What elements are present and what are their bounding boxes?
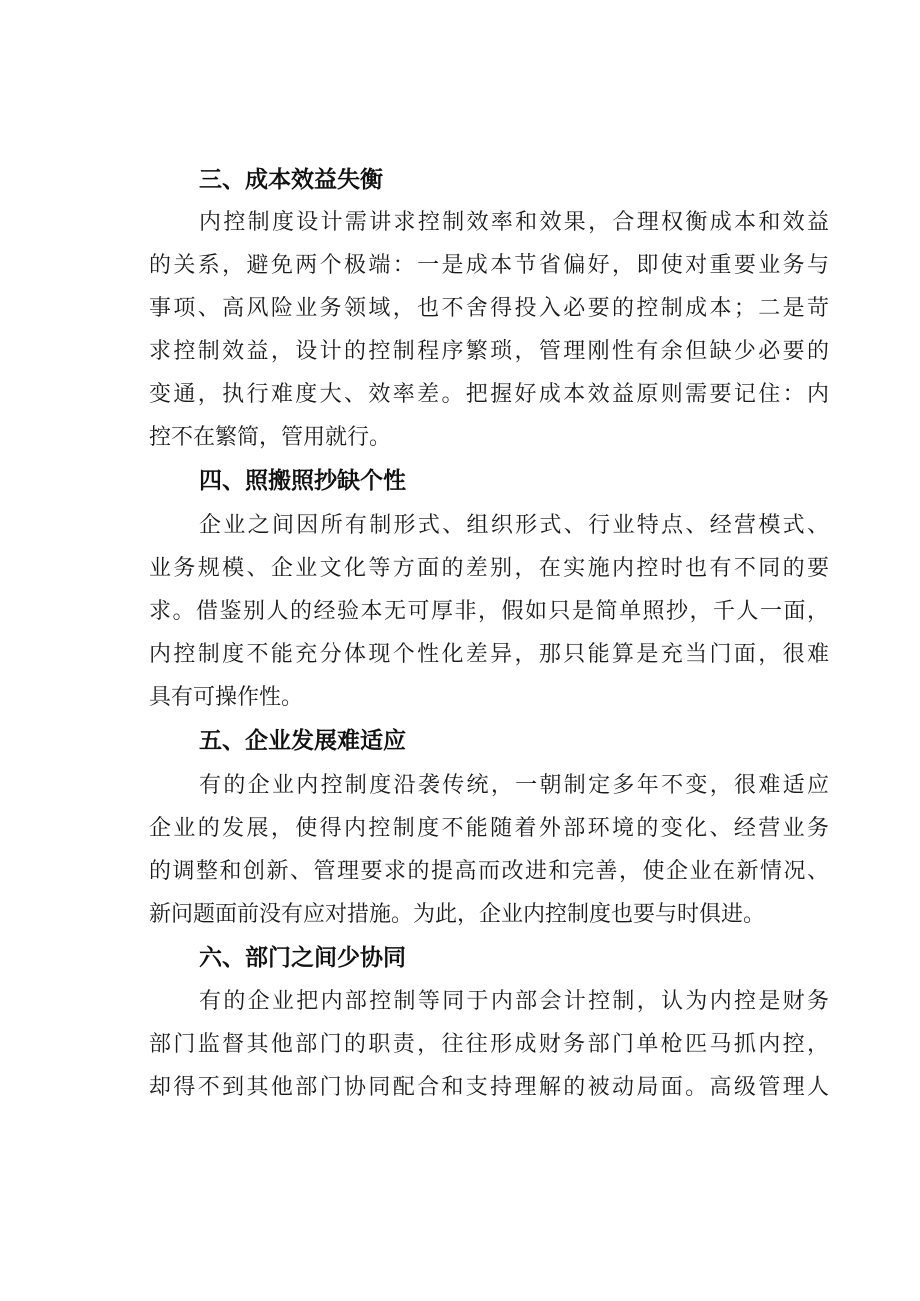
section-heading: 四、照搬照抄缺个性: [199, 468, 406, 494]
paragraph-line: 新问题面前没有应对措施。为此，企业内控制度也要与时俱进。: [149, 902, 766, 927]
paragraph-line: 有的企业把内部控制等同于内部会计控制，认为内控是财务: [199, 989, 829, 1014]
paragraph-line: 求。借鉴别人的经验本无可厚非，假如只是简单照抄，千人一面，: [149, 599, 829, 624]
paragraph-line: 业务规模、企业文化等方面的差别，在实施内控时也有不同的要: [149, 556, 829, 581]
paragraph-line: 却得不到其他部门协同配合和支持理解的被动局面。高级管理人: [149, 1075, 829, 1100]
section-heading: 五、企业发展难适应: [199, 728, 406, 754]
paragraph-line: 求控制效益，设计的控制程序繁琐，管理刚性有余但缺少必要的: [149, 339, 829, 364]
paragraph-line: 的关系，避免两个极端：一是成本节省偏好，即使对重要业务与: [149, 253, 829, 278]
paragraph-line: 内控制度不能充分体现个性化差异，那只能算是充当门面，很难: [149, 642, 829, 667]
paragraph-line: 内控制度设计需讲求控制效率和效果，合理权衡成本和效益: [199, 210, 829, 235]
paragraph-line: 的调整和创新、管理要求的提高而改进和完善，使企业在新情况、: [149, 859, 829, 884]
paragraph-line: 变通，执行难度大、效率差。把握好成本效益原则需要记住：内: [149, 382, 829, 407]
paragraph-line: 具有可操作性。: [149, 685, 304, 710]
paragraph-line: 部门监督其他部门的职责，往往形成财务部门单枪匹马抓内控，: [149, 1032, 829, 1057]
section-heading: 三、成本效益失衡: [199, 167, 383, 193]
paragraph-line: 事项、高风险业务领域，也不舍得投入必要的控制成本；二是苛: [149, 296, 829, 321]
paragraph-line: 有的企业内控制度沿袭传统，一朝制定多年不变，很难适应: [199, 773, 829, 798]
paragraph-line: 企业之间因所有制形式、组织形式、行业特点、经营模式、: [199, 513, 829, 538]
paragraph-line: 企业的发展，使得内控制度不能随着外部环境的变化、经营业务: [149, 816, 829, 841]
section-heading: 六、部门之间少协同: [199, 945, 406, 971]
paragraph-line: 控不在繁简，管用就行。: [149, 425, 392, 450]
